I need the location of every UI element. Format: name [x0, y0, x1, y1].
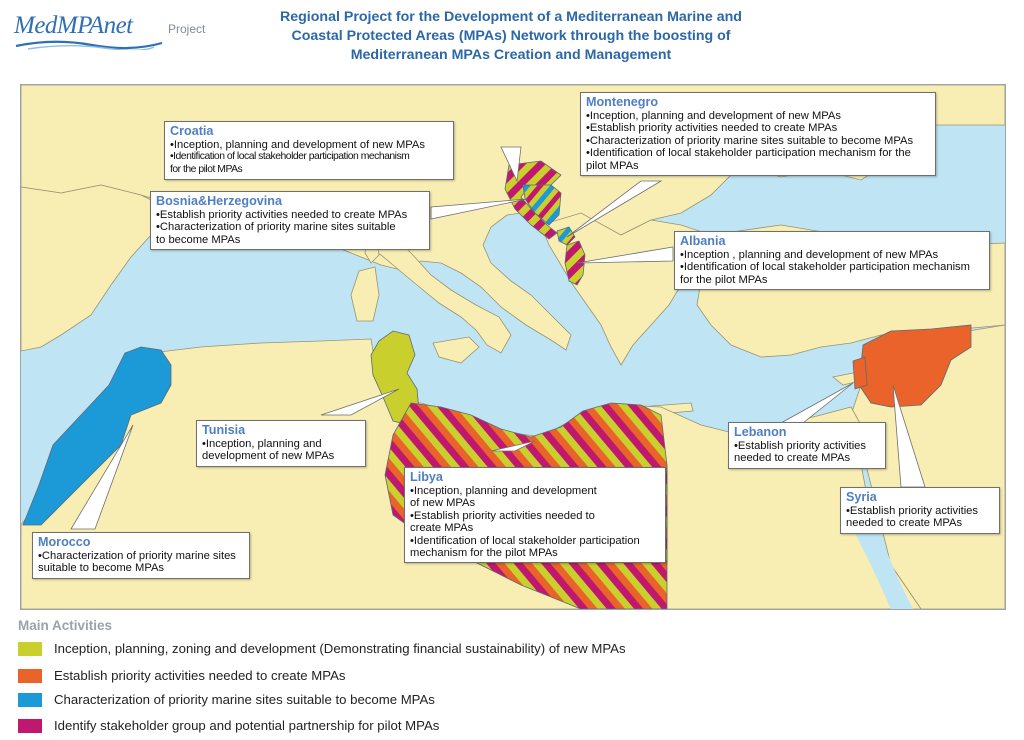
callout-montenegro-item-4: •Identification of local stakeholder participation mechanism for the pilot MPAs — [586, 147, 911, 172]
lebanon-region — [853, 357, 867, 389]
legend-swatch-stakeholder — [18, 719, 42, 733]
callout-croatia-item-2: •Identification of local stakeholder participation mechanism for the pilot MPAs — [170, 151, 410, 175]
callout-morocco-name: Morocco — [38, 535, 91, 549]
callout-montenegro — [580, 92, 936, 176]
callout-morocco — [32, 532, 250, 579]
callout-croatia-item-1: •Inception, planning and development of new MPAs — [170, 139, 425, 151]
callout-morocco-item-1: •Characterization of priority marine sites suitable to become MPAs — [38, 550, 236, 575]
legend — [18, 616, 1008, 736]
header — [0, 0, 1024, 82]
callout-bosnia-name: Bosnia&Herzegovina — [156, 194, 282, 208]
callout-bosnia-item-1: •Establish priority activities needed to create MPAs — [156, 209, 408, 221]
callout-croatia — [164, 121, 454, 180]
callout-montenegro-item-3: •Characterization of priority marine sites suitable to become MPAs — [586, 134, 914, 147]
legend-label-stakeholder: Identify stakeholder group and potential partnership for pilot MPAs — [54, 718, 440, 733]
callout-tunisia — [196, 420, 366, 467]
callout-albania — [674, 231, 990, 290]
callout-croatia-name: Croatia — [170, 124, 214, 138]
callout-libya — [404, 467, 666, 563]
callout-libya-item-1: •Inception, planning and development of new MPAs — [410, 485, 597, 510]
logo-sub-text: Project — [168, 22, 206, 36]
legend-swatch-priority — [18, 669, 42, 683]
callout-tunisia-name: Tunisia — [202, 423, 246, 437]
callout-tunisia-item-1: •Inception, planning and development of new MPAs — [202, 438, 335, 463]
iberia-land — [21, 185, 171, 351]
callout-albania-name: Albania — [680, 234, 726, 248]
callout-albania-item-1: •Inception , planning and development of new MPAs — [680, 249, 939, 261]
legend-swatch-inception — [18, 642, 42, 656]
legend-title: Main Activities — [18, 618, 113, 633]
callout-libya-item-3: •Identification of local stakeholder participation mechanism for the pilot MPAs — [410, 534, 640, 560]
callout-syria-name: Syria — [846, 490, 877, 504]
callout-lebanon-item-1: •Establish priority activities needed to create MPAs — [734, 440, 866, 465]
legend-label-characterization: Characterization of priority marine sites suitable to become MPAs — [54, 692, 435, 707]
callout-lebanon — [728, 422, 886, 469]
callout-bosnia — [150, 191, 430, 250]
medmpanet-logo — [14, 6, 224, 50]
sicily-land — [433, 337, 479, 363]
legend-label-inception: Inception, planning, zoning and development (Demonstrating financial sustainability) of new MPAs — [54, 641, 626, 656]
callout-syria-item-1: •Establish priority activities needed to create MPAs — [846, 505, 978, 530]
callout-libya-name: Libya — [410, 470, 443, 484]
callout-montenegro-name: Montenegro — [586, 95, 659, 109]
legend-swatch-characterization — [18, 693, 42, 707]
sardinia-land — [351, 267, 379, 321]
logo-main-text: MedMPAnet — [14, 12, 133, 39]
page-title — [236, 8, 786, 65]
callout-lebanon-name: Lebanon — [734, 425, 787, 439]
title-line-2: Coastal Protected Areas (MPAs) Network through the boosting of — [291, 28, 731, 44]
wave-icon — [14, 40, 164, 50]
callout-syria — [840, 487, 1000, 534]
callout-montenegro-item-1: •Inception, planning and development of new MPAs — [586, 110, 841, 122]
title-line-1: Regional Project for the Development of a Mediterranean Marine and — [280, 9, 742, 25]
callout-bosnia-item-2: •Characterization of priority marine sites suitable to become MPAs — [156, 221, 396, 246]
title-line-3: Mediterranean MPAs Creation and Management — [350, 47, 672, 63]
callout-montenegro-item-2: •Establish priority activities needed to create MPAs — [586, 122, 838, 135]
callout-libya-item-2: •Establish priority activities needed to create MPAs — [410, 509, 595, 535]
legend-label-priority: Establish priority activities needed to create MPAs — [54, 668, 346, 683]
callout-albania-item-2: •Identification of local stakeholder participation mechanism for the pilot MPAs — [680, 261, 970, 286]
